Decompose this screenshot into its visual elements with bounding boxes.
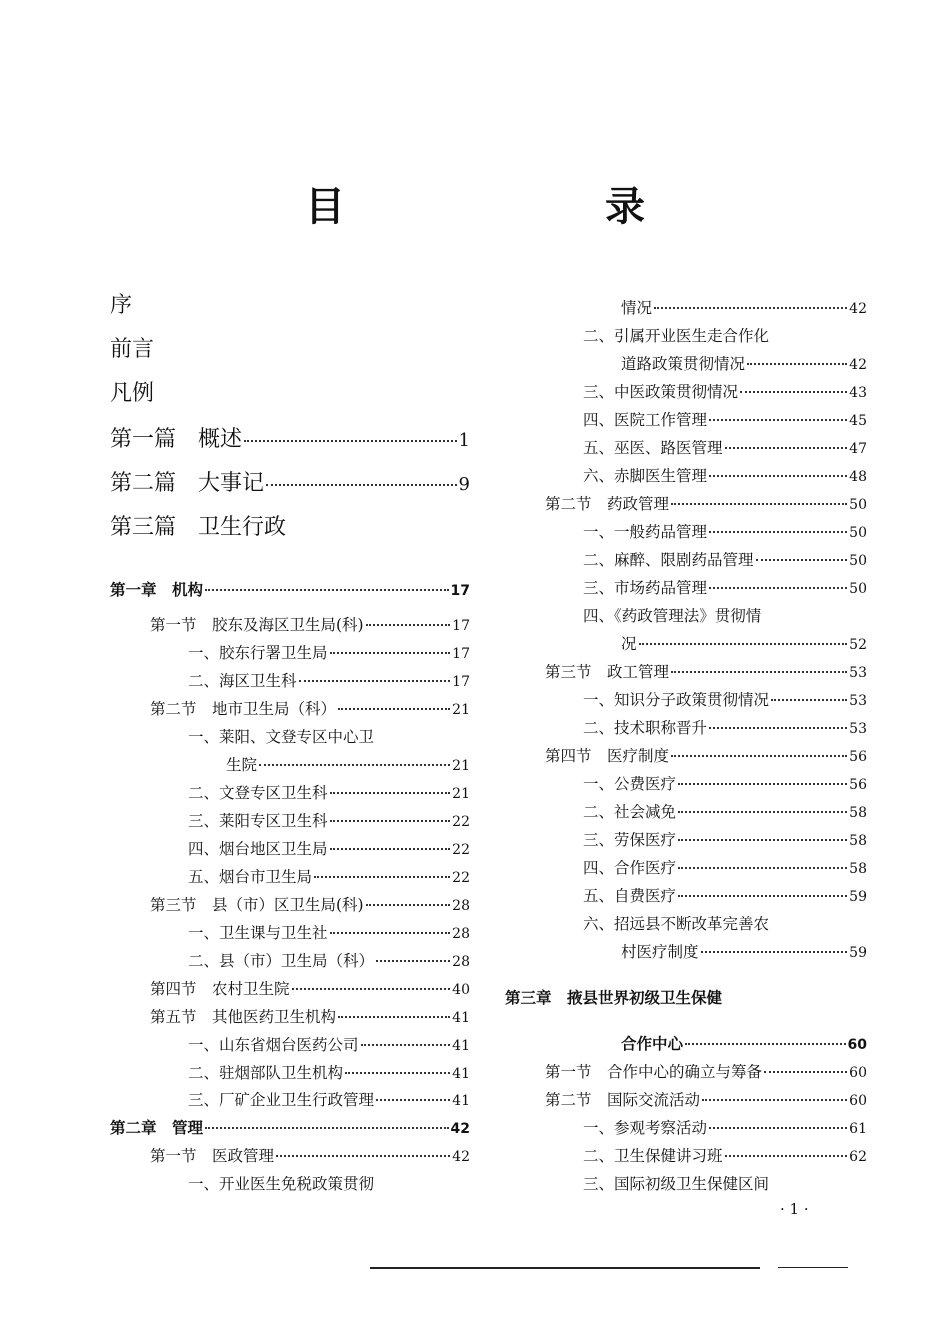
toc-leader-dots: [654, 306, 847, 309]
toc-leader-dots: [764, 1070, 847, 1073]
toc-entry-label: 一、卫生课与卫生社: [188, 924, 328, 942]
toc-entry: [583, 688, 867, 710]
toc-entry-label: 四、烟台地区卫生局: [188, 840, 328, 858]
toc-leader-dots: [678, 866, 847, 869]
toc-entry-label: 六、赤脚医生管理: [583, 467, 708, 485]
scan-edge-line: [370, 1267, 760, 1269]
toc-entry: [583, 548, 867, 570]
toc-entry: [583, 884, 867, 906]
toc-page-number: 59: [849, 945, 867, 961]
toc-entry: [188, 1061, 470, 1083]
toc-entry: [150, 697, 470, 719]
toc-entry: [188, 725, 374, 747]
toc-entry: [583, 436, 867, 458]
toc-leader-dots: [701, 950, 848, 953]
toc-leader-dots: [330, 931, 451, 934]
page-title: 目 录: [305, 184, 755, 230]
toc-entry-label: 一、参观考察活动: [583, 1119, 708, 1137]
toc-entry: [150, 613, 470, 635]
toc-entry: [110, 1116, 470, 1138]
toc-leader-dots: [702, 1098, 847, 1101]
toc-entry-label: 五、巫医、路医管理: [583, 439, 723, 457]
toc-page-number: 42: [450, 1121, 470, 1137]
toc-entry: [110, 578, 470, 600]
toc-entry-label: 第二章 管理: [110, 1119, 204, 1137]
toc-entry: [583, 464, 867, 486]
toc-entry-label: 道路政策贯彻情况: [621, 355, 746, 373]
toc-entry-label: 二、县（市）卫生局（科）: [188, 952, 375, 970]
toc-entry: [110, 288, 132, 319]
toc-page-number: 56: [849, 749, 867, 765]
toc-entry: [621, 352, 867, 374]
toc-entry: [188, 921, 470, 943]
toc-entry-label: 序: [110, 293, 133, 318]
toc-entry-label: 四、《药政管理法》贯彻情: [583, 607, 762, 625]
toc-entry-label: 二、卫生保健讲习班: [583, 1147, 723, 1165]
toc-page-number: 60: [849, 1065, 867, 1081]
toc-entry-label: 四、合作医疗: [583, 859, 677, 877]
toc-leader-dots: [345, 1071, 450, 1074]
toc-page-number: 41: [452, 1010, 470, 1026]
toc-leader-dots: [685, 1042, 846, 1045]
toc-leader-dots: [671, 670, 847, 673]
toc-leader-dots: [338, 707, 450, 710]
toc-leader-dots: [330, 791, 451, 794]
toc-entry-label: 二、引属开业医生走合作化: [583, 327, 770, 345]
toc-page-number: 50: [849, 581, 867, 597]
toc-entry-label: 凡例: [110, 381, 155, 406]
toc-entry: [583, 856, 867, 878]
toc-entry-label: 六、招远县不断改革完善农: [583, 915, 770, 933]
toc-leader-dots: [366, 623, 451, 626]
toc-leader-dots: [376, 1098, 450, 1101]
toc-entry-label: 第一节 合作中心的确立与筹备: [545, 1063, 763, 1081]
toc-entry-label: 五、自费医疗: [583, 887, 677, 905]
toc-page-number: 22: [452, 814, 470, 830]
toc-entry: [545, 492, 867, 514]
toc-leader-dots: [292, 987, 451, 990]
toc-page-number: 21: [452, 758, 470, 774]
toc-entry-label: 第五节 其他医药卫生机构: [150, 1008, 337, 1026]
toc-entry: [110, 466, 470, 497]
toc-entry: [583, 408, 867, 430]
toc-entry: [150, 1144, 470, 1166]
toc-entry-label: 第三篇 卫生行政: [110, 515, 287, 540]
toc-leader-dots: [244, 439, 457, 442]
toc-entry-label: 第一篇 概述: [110, 427, 243, 452]
toc-page-number: 22: [452, 870, 470, 886]
toc-entry-label: 二、技术职称晋升: [583, 719, 708, 737]
toc-entry-label: 二、麻醉、限剧药品管理: [583, 551, 754, 569]
toc-page-number: 40: [452, 982, 470, 998]
toc-page-number: 53: [849, 693, 867, 709]
toc-leader-dots: [709, 1126, 847, 1129]
scan-edge-line-short: [778, 1267, 848, 1268]
toc-entry-label: 二、驻烟部队卫生机构: [188, 1064, 344, 1082]
toc-entry-label: 四、医院工作管理: [583, 411, 708, 429]
toc-page-number: 56: [849, 777, 867, 793]
toc-page-number: 61: [849, 1121, 867, 1137]
toc-leader-dots: [725, 1154, 848, 1157]
toc-page-number: 42: [849, 357, 867, 373]
toc-entry: [583, 604, 761, 626]
toc-page-number: 47: [849, 441, 867, 457]
toc-entry: [188, 781, 470, 803]
toc-entry-label: 第二节 药政管理: [545, 495, 670, 513]
toc-leader-dots: [709, 726, 847, 729]
toc-leader-dots: [678, 894, 847, 897]
toc-entry: [188, 641, 470, 663]
toc-leader-dots: [205, 1126, 449, 1129]
toc-entry: [545, 1060, 867, 1082]
toc-leader-dots: [771, 698, 847, 701]
toc-entry: [583, 380, 867, 402]
toc-entry: [621, 296, 867, 318]
toc-entry: [150, 1005, 470, 1027]
toc-page-number: 17: [452, 674, 470, 690]
toc-page-number: 59: [849, 889, 867, 905]
toc-leader-dots: [330, 847, 451, 850]
toc-leader-dots: [259, 763, 450, 766]
toc-entry-label: 第二节 地市卫生局（科）: [150, 700, 337, 718]
toc-entry-label: 一、胶东行署卫生局: [188, 644, 328, 662]
toc-entry-label: 情况: [621, 299, 653, 317]
toc-entry: [621, 632, 867, 654]
toc-entry-label: 第四节 医疗制度: [545, 747, 670, 765]
toc-entry-label: 生院: [226, 756, 258, 774]
toc-page-number: 50: [849, 525, 867, 541]
toc-entry: [188, 669, 470, 691]
toc-leader-dots: [299, 679, 451, 682]
toc-entry-label: 第一章 机构: [110, 581, 204, 599]
toc-leader-dots: [678, 810, 847, 813]
toc-leader-dots: [747, 362, 847, 365]
toc-leader-dots: [338, 1015, 450, 1018]
toc-entry: [150, 977, 470, 999]
toc-entry-label: 三、市场药品管理: [583, 579, 708, 597]
toc-entry-label: 一、莱阳、文登专区中心卫: [188, 728, 375, 746]
toc-page-number: 45: [849, 413, 867, 429]
toc-entry: [188, 865, 470, 887]
toc-entry-label: 第三章 掖县世界初级卫生保健: [505, 989, 723, 1007]
toc-entry: [110, 332, 154, 363]
toc-page-number: 21: [452, 786, 470, 802]
toc-entry: [545, 1088, 867, 1110]
toc-entry-label: 三、国际初级卫生保健区间: [583, 1175, 770, 1193]
toc-leader-dots: [639, 642, 848, 645]
toc-entry-label: 合作中心: [621, 1035, 684, 1053]
toc-leader-dots: [330, 819, 451, 822]
toc-entry: [545, 660, 867, 682]
toc-page-number: 9: [458, 474, 470, 495]
toc-entry: [226, 753, 470, 775]
toc-page-number: 17: [452, 618, 470, 634]
toc-page-number: 58: [849, 861, 867, 877]
toc-leader-dots: [725, 446, 848, 449]
toc-page-number: 52: [849, 637, 867, 653]
toc-page-number: 41: [452, 1066, 470, 1082]
toc-entry: [583, 520, 867, 542]
toc-entry: [505, 986, 722, 1008]
toc-page-number: 58: [849, 805, 867, 821]
toc-entry: [188, 1033, 470, 1055]
toc-entry-label: 三、中医政策贯彻情况: [583, 383, 739, 401]
toc-leader-dots: [366, 903, 451, 906]
toc-page-number: 1: [458, 430, 470, 451]
toc-entry-label: 况: [621, 635, 637, 653]
toc-entry-label: 一、知识分子政策贯彻情况: [583, 691, 770, 709]
toc-entry-label: 一、一般药品管理: [583, 523, 708, 541]
toc-leader-dots: [314, 875, 450, 878]
toc-page-number: 22: [452, 842, 470, 858]
toc-entry-label: 二、文登专区卫生科: [188, 784, 328, 802]
toc-page-number: 17: [450, 583, 470, 599]
toc-entry-label: 第二节 国际交流活动: [545, 1091, 701, 1109]
toc-entry-label: 三、劳保医疗: [583, 831, 677, 849]
toc-leader-dots: [709, 586, 847, 589]
toc-leader-dots: [740, 390, 847, 393]
toc-entry-label: 一、山东省烟台医药公司: [188, 1036, 359, 1054]
toc-entry: [583, 800, 867, 822]
toc-leader-dots: [205, 588, 449, 591]
toc-leader-dots: [671, 502, 847, 505]
toc-leader-dots: [376, 959, 450, 962]
toc-entry-label: 三、莱阳专区卫生科: [188, 812, 328, 830]
toc-entry-label: 二、社会减免: [583, 803, 677, 821]
toc-leader-dots: [756, 558, 848, 561]
toc-leader-dots: [361, 1043, 451, 1046]
toc-page-number: 43: [849, 385, 867, 401]
toc-entry: [583, 1116, 867, 1138]
toc-entry-label: 第四节 农村卫生院: [150, 980, 290, 998]
toc-entry: [583, 716, 867, 738]
page-number: · 1 ·: [780, 1200, 809, 1218]
toc-entry: [545, 744, 867, 766]
toc-page-number: 58: [849, 833, 867, 849]
toc-page-number: 28: [452, 954, 470, 970]
toc-entry: [583, 324, 769, 346]
toc-entry-label: 二、海区卫生科: [188, 672, 297, 690]
toc-entry: [583, 828, 867, 850]
toc-entry: [188, 1088, 470, 1110]
toc-leader-dots: [678, 782, 847, 785]
toc-leader-dots: [671, 754, 847, 757]
toc-leader-dots: [276, 1154, 450, 1157]
toc-leader-dots: [709, 474, 847, 477]
toc-entry-label: 第一节 胶东及海区卫生局(科): [150, 616, 364, 634]
toc-entry-label: 第一节 医政管理: [150, 1147, 275, 1165]
toc-leader-dots: [678, 838, 847, 841]
toc-entry-label: 前言: [110, 337, 155, 362]
toc-entry-label: 第二篇 大事记: [110, 471, 265, 496]
toc-entry-label: 三、厂矿企业卫生行政管理: [188, 1091, 375, 1109]
toc-entry: [188, 949, 470, 971]
toc-leader-dots: [709, 418, 847, 421]
toc-entry: [110, 376, 154, 407]
toc-page-number: 28: [452, 926, 470, 942]
toc-leader-dots: [330, 651, 451, 654]
toc-page-number: 28: [452, 898, 470, 914]
toc-entry: [621, 1032, 867, 1054]
toc-entry: [188, 837, 470, 859]
toc-leader-dots: [709, 530, 847, 533]
toc-entry: [583, 576, 867, 598]
toc-entry: [583, 772, 867, 794]
toc-entry: [188, 1172, 374, 1194]
toc-entry-label: 第三节 县（市）区卫生局(科): [150, 896, 364, 914]
toc-leader-dots: [266, 483, 457, 486]
toc-entry: [188, 809, 470, 831]
toc-entry: [150, 893, 470, 915]
toc-entry-label: 第三节 政工管理: [545, 663, 670, 681]
toc-page-number: 62: [849, 1149, 867, 1165]
toc-entry-label: 一、开业医生免税政策贯彻: [188, 1175, 375, 1193]
toc-entry-label: 村医疗制度: [621, 943, 699, 961]
toc-entry-label: 一、公费医疗: [583, 775, 677, 793]
toc-page-number: 60: [847, 1037, 867, 1053]
toc-entry: [110, 422, 470, 453]
toc-page-number: 17: [452, 646, 470, 662]
toc-page-number: 41: [452, 1093, 470, 1109]
toc-page-number: 42: [452, 1149, 470, 1165]
toc-entry: [621, 940, 867, 962]
toc-page-number: 21: [452, 702, 470, 718]
toc-page-number: 50: [849, 497, 867, 513]
toc-page-number: 42: [849, 301, 867, 317]
toc-page-number: 50: [849, 553, 867, 569]
toc-entry-label: 五、烟台市卫生局: [188, 868, 313, 886]
toc-page-number: 48: [849, 469, 867, 485]
toc-page-number: 53: [849, 665, 867, 681]
toc-entry: [583, 912, 769, 934]
toc-entry: [583, 1144, 867, 1166]
toc-page-number: 53: [849, 721, 867, 737]
toc-entry: [583, 1172, 769, 1194]
toc-page-number: 41: [452, 1038, 470, 1054]
toc-page-number: 60: [849, 1093, 867, 1109]
toc-entry: [110, 510, 286, 541]
